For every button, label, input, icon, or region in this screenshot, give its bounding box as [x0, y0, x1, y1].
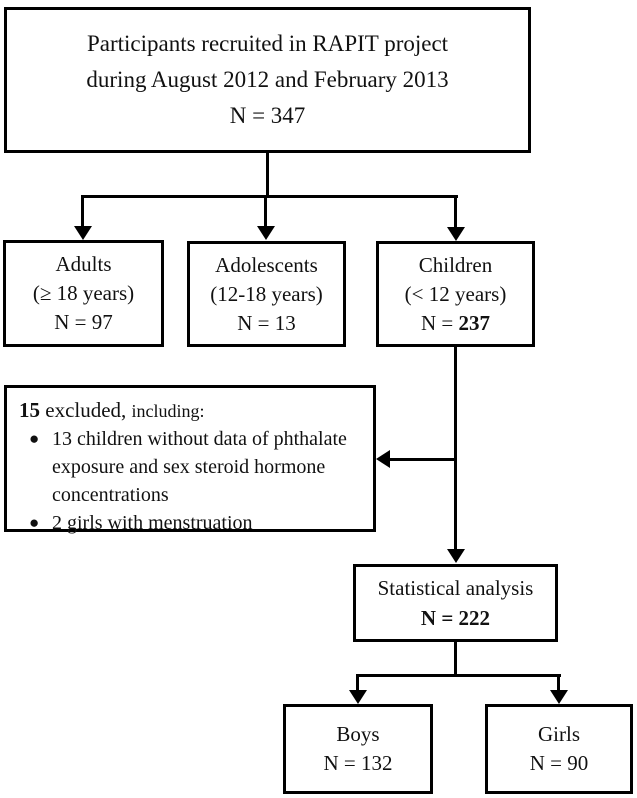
adults-label: Adults: [55, 252, 112, 276]
title-line-1: Participants recruited in RAPIT project: [86, 31, 449, 56]
analysis-label: Statistical analysis: [377, 576, 534, 600]
analysis-n-label: N = 222: [420, 606, 491, 630]
title-line-2: during August 2012 and February 2013: [86, 67, 449, 92]
adolescents-label: Adolescents: [215, 252, 318, 277]
title-n-label: N = 347: [229, 103, 306, 128]
children-age-range: (< 12 years): [404, 281, 507, 306]
connector-title-drop: [266, 152, 269, 197]
arrowhead-children: [447, 227, 465, 241]
boys-label: Boys: [336, 722, 380, 746]
bullet-icon: ●: [29, 429, 40, 448]
connector-branch-bar: [81, 195, 458, 198]
bullet-icon: ●: [29, 513, 40, 532]
connector-analysis-drop: [454, 642, 457, 677]
analysis-box: [353, 564, 558, 642]
boys-box: [283, 704, 433, 794]
adolescents-age-range: (12-18 years): [210, 281, 323, 306]
girls-n-label: N = 90: [529, 751, 589, 775]
connector-children-to-analysis: [454, 347, 457, 550]
excluded-bullet-2: ● 2 girls with menstruation: [19, 509, 363, 537]
girls-box: [485, 704, 633, 794]
arrowhead-adults: [74, 226, 92, 240]
connector-exclusion-branch: [390, 458, 455, 461]
adolescents-n-label: N = 13: [237, 310, 296, 335]
excluded-box: [4, 385, 376, 532]
title-box: [4, 7, 531, 153]
children-label: Children: [418, 252, 493, 277]
adolescents-box: [187, 241, 346, 347]
arrowhead-girls: [550, 690, 568, 704]
children-n-value: 237: [458, 310, 490, 335]
connector-sex-bar: [356, 674, 561, 677]
connector-children-drop: [454, 195, 457, 229]
adults-n-label: N = 97: [54, 310, 113, 334]
adults-age-range: (≥ 18 years): [32, 281, 135, 305]
connector-adolescents-drop: [264, 195, 267, 228]
children-box: [376, 241, 535, 347]
excluded-count: 15: [19, 398, 40, 422]
arrowhead-analysis: [447, 549, 465, 563]
connector-adults-drop: [81, 195, 84, 228]
arrowhead-exclusion: [376, 450, 390, 468]
excluded-bullet-1: ● 13 children without data of phthalate exposure and sex steroid hormone concentrations: [19, 425, 363, 509]
boys-n-label: N = 132: [323, 751, 393, 775]
arrowhead-adolescents: [257, 226, 275, 240]
arrowhead-boys: [349, 690, 367, 704]
children-n-label: N = 237: [420, 310, 490, 335]
girls-label: Girls: [538, 722, 580, 746]
excluded-heading: 15 excluded, including:: [19, 398, 205, 422]
adults-box: [3, 240, 164, 347]
